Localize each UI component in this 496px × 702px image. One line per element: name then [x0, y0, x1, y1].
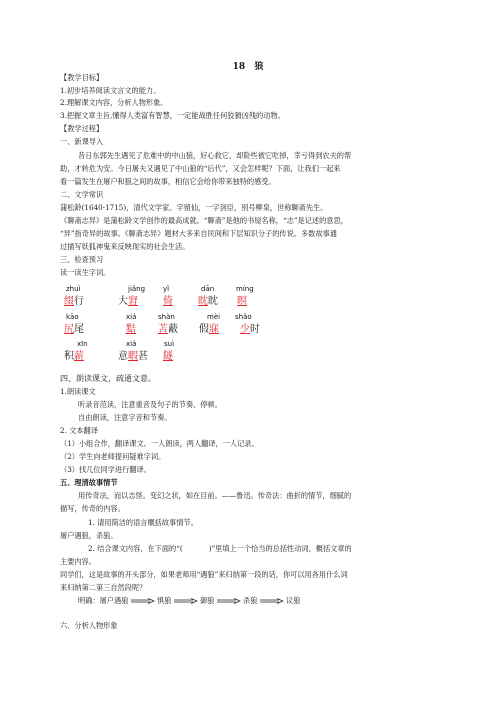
vocab-word [158, 324, 178, 336]
target-char: 苫 [158, 324, 168, 335]
target-char: 窘 [128, 296, 138, 307]
pinyin: yǐ [163, 285, 170, 293]
section-1-line: 昔日东郭先生遇见了危难中的中山狼，好心救它，却险些被它吃掉，幸亏得到农夫的帮 [78, 151, 352, 160]
vocab-word [118, 351, 148, 363]
section-4-line: （3）找几位同学进行翻译。 [60, 465, 151, 474]
context-char: 甚 [138, 351, 148, 362]
target-char: 薪 [74, 351, 84, 362]
context-char: 眈 [208, 296, 218, 307]
flow-step: 御狼 [199, 596, 215, 605]
context-char: 时 [250, 324, 260, 335]
pinyin: mèi [207, 313, 221, 321]
section-6-header: 六、分析人物形象 [60, 621, 118, 630]
vocab-word [163, 351, 173, 363]
section-2-line: 《聊斋志异》是蒲松龄文学创作的最高成就。“聊斋”是他的书屋名称，“志”是记述的意思， [60, 216, 348, 225]
target-char: 倚 [163, 296, 173, 307]
section-4-header: 四、朗读课文，疏通文意。 [60, 374, 156, 383]
context-char: 尾 [74, 324, 84, 335]
pinyin: shàn [158, 313, 175, 321]
pinyin: shǎo [235, 313, 252, 321]
lesson-name: 狼 [254, 62, 264, 72]
context-char: 积 [64, 351, 74, 362]
section-3-header: 三、检查预习 [60, 255, 104, 264]
question-part: 2. 结合课文内容，在下面的“( [88, 544, 183, 553]
section-2-header: 二、文学常识 [60, 190, 104, 199]
context-char: 假 [199, 324, 209, 335]
goals-header: 【教学目标】 [60, 73, 104, 82]
flow-step: 惧狼 [156, 596, 172, 605]
section-4-line: （2）学生向老师提问疑难字词。 [60, 452, 166, 461]
pinyin: míng [236, 285, 254, 293]
section-1-line: 看一篇发生在屠户和狼之间的故事，相信它会给你带来独特的感受。 [60, 177, 276, 186]
plot-flow [78, 596, 300, 606]
vocab-word [64, 324, 84, 336]
pinyin: xiá [126, 340, 137, 348]
flow-lead: 明确：屠户遇狼 [78, 596, 129, 605]
goal-2: 2.理解课文内容，分析人物形象。 [60, 98, 168, 107]
question-part: )”里填上一个恰当的总括性动词，概括文章的 [208, 544, 352, 553]
section-4-line: 1.朗读课文 [60, 387, 96, 396]
arrow-right-icon [260, 598, 284, 604]
section-4-line: 自由朗读，注意字音和节奏。 [78, 413, 172, 422]
section-4-line: （1）小组合作，翻译课文。一人朗读，两人翻译，一人记录。 [60, 439, 259, 448]
target-char: 暇 [128, 351, 138, 362]
section-2-line: “异”指奇异的故事。《聊斋志异》题材大多来自民间和下层知识分子的传说。多数故事通 [60, 229, 337, 238]
pinyin: dān [201, 285, 215, 293]
target-char: 暝 [237, 296, 247, 307]
pinyin: xīn [77, 340, 88, 348]
flow-step: 杀狼 [242, 596, 258, 605]
target-char: 寐 [209, 324, 219, 335]
vocab-word [64, 296, 84, 308]
flow-step: 议狼 [285, 596, 301, 605]
section-5-line: 描写，传奇的内容。 [60, 504, 125, 513]
target-char: 少 [240, 324, 250, 335]
section-1-line: 助，才转危为安。今日屠夫又遇见了中山狼的“后代”，又会怎样呢？下面，让我们一起来 [60, 164, 341, 173]
section-2-line: 过描写妖狐神鬼来反映现实的社会生活。 [60, 242, 190, 251]
lesson-title [0, 59, 496, 72]
vocab-word [126, 324, 136, 336]
target-char: 尻 [64, 324, 74, 335]
context-char: 蔽 [168, 324, 178, 335]
pinyin: kāo [66, 313, 79, 321]
section-5-header: 五、理清故事情节 [60, 478, 118, 487]
section-5-line: 来归纳第二第三自然段呢？ [60, 583, 147, 592]
section-5-line: 用传奇法，而以志怪。变幻之状，如在目前。——鲁迅。传奇法：曲折的情节，细腻的 [78, 491, 352, 500]
section-5-line: 同学们，这是故事的开头部分，如果老师用“遇狼”来归纳第一段的话，你可以用各用什么词 [60, 570, 348, 579]
section-4-line: 2. 文本翻译 [60, 426, 98, 435]
goal-3: 3.把握文章主旨,懂得人类富有智慧，一定能战胜任何狡猾凶残的动物。 [60, 111, 285, 120]
process-header: 【教学过程】 [60, 124, 104, 133]
section-5-line: 1. 请用简洁的语言概括故事情节。 [88, 518, 198, 527]
goal-1: 1.初步培养阅读文言文的能力。 [60, 86, 161, 95]
context-char: 意 [118, 351, 128, 362]
lesson-number: 18 [232, 62, 246, 72]
arrow-right-icon [217, 598, 241, 604]
target-char: 眈 [198, 296, 208, 307]
section-2-line: 蒲松龄(1640-1715)，清代文学家。字留仙，一字剑臣，别号柳泉，世称聊斋先生。 [60, 203, 328, 212]
context-char: 行 [74, 296, 84, 307]
vocab-word [64, 351, 84, 363]
vocab-word [237, 296, 247, 308]
pinyin: xiá [126, 313, 137, 321]
section-1-header: 一、新课导入 [60, 137, 104, 146]
arrow-right-icon [131, 598, 155, 604]
context-char: 大 [118, 296, 128, 307]
section-5-line: 主要内容。 [60, 557, 96, 566]
section-5-line [88, 544, 352, 554]
target-char: 缀 [64, 296, 74, 307]
pinyin: zhuì [66, 285, 81, 293]
vocab-word [199, 324, 219, 336]
vocab-word [240, 324, 260, 336]
section-4-line: 听录音范读，注意重音及句子的节奏、停顿。 [78, 400, 222, 409]
pinyin: suì [164, 340, 175, 348]
vocab-word [118, 296, 138, 308]
section-3-subtitle: 读一读生字词。 [60, 268, 111, 277]
pinyin: jiǎng [128, 285, 146, 293]
vocab-word [198, 296, 218, 308]
section-5-line: 屠户遇狼，杀狼。 [60, 531, 118, 540]
vocab-word [163, 296, 173, 308]
target-char: 黠 [126, 324, 136, 335]
arrow-right-icon [174, 598, 198, 604]
target-char: 隧 [163, 351, 173, 362]
